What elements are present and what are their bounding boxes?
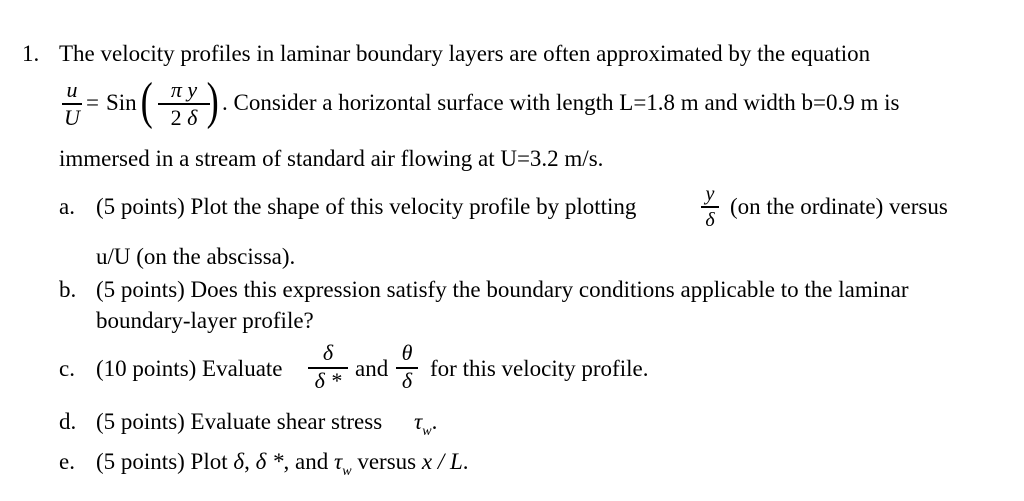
part-c-frac2-den: δ (401, 368, 413, 393)
part-e-delta-star: δ * (255, 449, 284, 474)
eq-sin: Sin (106, 90, 137, 115)
part-a-text1: (5 points) Plot the shape of this velocity profile by plotting (96, 194, 637, 219)
eq-fraction-bar-2 (158, 103, 210, 105)
part-d-period: . (431, 409, 438, 434)
part-d-tau: τ (414, 409, 423, 434)
part-e-tau-sub: w (342, 464, 352, 479)
problem-statement-line1: The velocity profiles in laminar boundary layers are often approximated by the equation (59, 41, 871, 66)
part-c-frac2-num: θ (401, 340, 413, 365)
part-a-frac-num: y (705, 183, 715, 205)
part-e-delta: δ (233, 449, 245, 474)
part-c-fraction-bar-2 (396, 367, 418, 369)
part-a-text3: u/U (on the abscissa). (96, 244, 296, 269)
part-e-text1: (5 points) Plot (96, 449, 228, 474)
part-d-marker: d. (59, 409, 77, 434)
eq-fraction-bar-1 (62, 103, 82, 105)
part-a-frac-den: δ (705, 209, 715, 231)
problem-statement-line3: immersed in a stream of standard air flowing at U=3.2 m/s. (59, 146, 604, 171)
eq-delta: δ (187, 105, 198, 130)
part-c-frac1-num: δ (322, 340, 334, 365)
part-c-fraction-bar-1 (308, 367, 348, 369)
part-d-text1: (5 points) Evaluate shear stress (96, 409, 383, 434)
part-c-marker: c. (59, 356, 75, 381)
part-b-text2: boundary-layer profile? (96, 308, 314, 333)
eq-pi: π (170, 77, 182, 102)
part-e-comma2: , and (283, 449, 329, 474)
eq-right-paren: ) (206, 73, 219, 130)
part-d-tau-sub: w (422, 424, 432, 439)
eq-equals: = (86, 90, 99, 115)
part-e-marker: e. (59, 449, 75, 474)
eq-two: 2 (170, 105, 182, 130)
eq-U: U (64, 105, 80, 130)
part-e-line (96, 448, 469, 480)
part-e-period: . (462, 449, 469, 474)
part-d-tau-wall (414, 408, 437, 440)
eq-left-paren: ( (140, 73, 153, 130)
part-e-x-over-L: x / L (421, 449, 463, 474)
eq-u: u (66, 77, 78, 102)
part-e-comma1: , (244, 449, 250, 474)
part-e-versus: versus (357, 449, 417, 474)
part-c-and: and (355, 356, 389, 381)
part-c-frac1-den: δ * (314, 368, 342, 393)
part-b-text1: (5 points) Does this expression satisfy the boundary conditions applicable to the laminar (96, 277, 909, 302)
eq-y: y (187, 77, 198, 102)
part-a-text2: (on the ordinate) versus (730, 194, 948, 219)
problem-number: 1. (22, 41, 40, 66)
part-a-fraction-bar (701, 206, 719, 208)
part-b-marker: b. (59, 277, 77, 302)
problem-statement-line2: . Consider a horizontal surface with length L=1.8 m and width b=0.9 m is (222, 90, 900, 115)
part-c-text2: for this velocity profile. (430, 356, 649, 381)
part-e-tau: τ (334, 449, 343, 474)
part-c-text1: (10 points) Evaluate (96, 356, 283, 381)
part-a-marker: a. (59, 194, 75, 219)
